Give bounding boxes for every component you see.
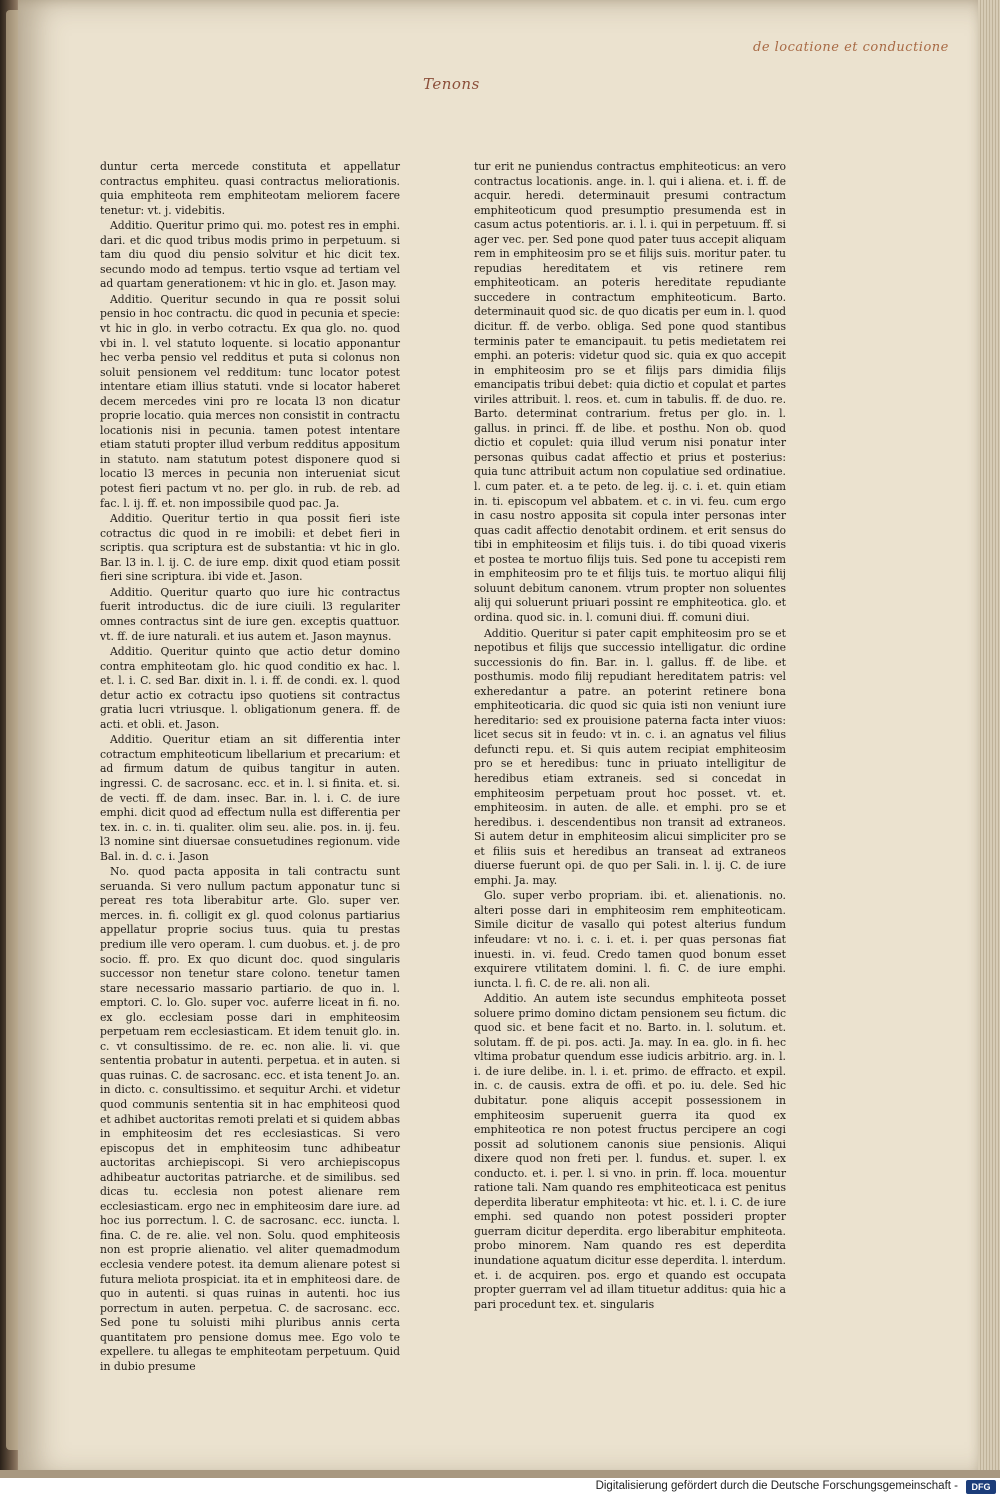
marginal-note-top: Tenons xyxy=(423,75,480,93)
paragraph: Glo. super verbo propriam. ibi. et. alienationis. no. alteri posse dari in emphiteosim rem emphiteoticam. Simile dicitur de vasallo qui potest alterius fundum infeudare: vt no. i. c. i. et. i. per quas personas fiat inuesti. in. vi. feud. Credo tamen quod bonum esset exquirere vtilitatem domini. l. fi. C. de iure emphi. iuncta. l. fi. C. de re. ali. non ali. xyxy=(474,889,786,990)
marginal-note-corner: de locatione et conductione xyxy=(753,40,949,55)
digitization-footer xyxy=(0,1478,1000,1497)
paragraph: Additio. Queritur si pater capit emphiteosim pro se et nepotibus et filijs que successio intelligatur. dic ordine successionis do fin. Bar. in. l. gallus. ff. de libe. et posthumis. modo filij repudiant hereditatem patris: vel exheredantur a patre. an poterint retinere bona emphiteoticaria. dic quod sic quia isti non veniunt iure hereditario: sed ex prouisione paterna facta inter viuos: licet secus sit in feudo: vt in. c. i. an agnatus vel filius defuncti repu. et. Si quis autem recipiat emphiteosim pro se et heredibus: tunc in priuato intelligitur de heredibus etiam extraneis. sed si concedat in emphiteosim perpetuam prout hoc posset. vt. et. emphiteosim. in auten. de alle. et emphi. pro se et heredibus. i. descendentibus non transit ad extraneos. Si autem detur in emphiteosim alicui simpliciter pro se et filiis suis et heredibus an transeat ad extraneos diuerse fuerunt opi. de quo per Sali. in. l. ij. C. de iure emphi. Ja. may. xyxy=(474,626,786,887)
page-fore-edge xyxy=(978,0,1000,1482)
paragraph: Additio. Queritur primo qui. mo. potest res in emphi. dari. et dic quod tribus modis primo in perpetuum. si tam diu quod diu pensio solvitur et hic dicit tex. secundo modo ad tempus. tertio vsque ad tertiam vel ad quartam generationem: vt hic in glo. et. Jason may. xyxy=(100,219,400,291)
left-text-column xyxy=(100,160,400,1375)
book-page xyxy=(18,0,982,1478)
right-text-column xyxy=(474,160,786,1313)
paragraph: Additio. Queritur etiam an sit differentia inter cotractum emphiteoticum libellarium et precarium: et ad firmum datum de quibus tangitur in auten. ingressi. C. de sacrosanc. ecc. et in. l. si finita. et. si. de vecti. ff. de dam. insec. Bar. in. l. i. C. de iure emphi. dicit quod ad effectum nulla est differentia per tex. in. c. in. ti. qualiter. olim seu. alie. pos. in. ij. feu. l3 nomine sint diuersae consuetudines regionum. vide Bal. in. d. c. i. Jason xyxy=(100,733,400,863)
paragraph: Additio. Queritur quinto que actio detur domino contra emphiteotam glo. hic quod conditio ex hac. l. et. l. i. C. sed Bar. dixit in. l. i. ff. de condi. ex. l. quod detur actio ex cotractu ipso quotiens sit contractus gratia lucri vtriusque. l. obligationum genera. ff. de acti. et obli. et. Jason. xyxy=(100,645,400,731)
funding-notice: Digitalisierung gefördert durch die Deutsche Forschungsgemeinschaft - xyxy=(595,1480,958,1492)
dfg-logo: DFG xyxy=(966,1480,996,1494)
paragraph: Additio. Queritur tertio in qua possit fieri iste cotractus dic quod in re imobili: et debet fieri in scriptis. qua scriptura est de substantia: vt hic in glo. Bar. l3 in. l. ij. C. de iure emp. dixit quod etiam possit fieri sine scriptura. ibi vide et. Jason. xyxy=(100,512,400,584)
paragraph: Additio. An autem iste secundus emphiteota posset soluere primo domino dictam pensionem seu fictum. dic quod sic. et bene facit et no. Barto. in. l. solutum. et. solutam. ff. de pi. pos. acti. Ja. may. In ea. glo. in fi. hec vltima probatur quendum esse iudicis arbitrio. arg. in. l. i. de iure delibe. in. l. i. et. primo. de effracto. et expil. in. c. de causis. extra de offi. et po. iu. dele. Sed hic dubitatur. pone aliquis accepit possessionem in emphiteosim superuenit guerra ita quod ex emphiteotica re non potest fructus percipere an cogi possit ad solutionem canonis siue pensionis. Aliqui dixere quod non freti per. l. fundus. et. super. l. ex conducto. et. i. per. l. si vno. in prin. ff. loca. mouentur ratione tali. Nam quando res emphiteoticaca est penitus deperdita liberatur emphiteota: vt hic. et. l. i. C. de iure emphi. sed quando non potest possideri propter guerram dicitur deperdita. ergo liberabitur emphiteota. probo minorem. Nam quando res est deperdita inundatione aquatum dicitur esse deperdita. l. interdum. et. i. de acquiren. pos. ergo et quando est occupata propter guerram vel ad illam tituetur additus: quia hic a pari procedunt tex. et. singularis xyxy=(474,992,786,1311)
paragraph: tur erit ne puniendus contractus emphiteoticus: an vero contractus locationis. ange. in. l. qui i aliena. et. i. ff. de acquir. heredi. determinauit presumi contractum emphiteoticum quod presumptio presumenda est in casum actus potentioris. ar. i. l. i. qui in perpetuum. ff. si ager vec. per. Sed pone quod pater tuus accepit aliquam rem in emphiteosim pro se et filijs suis. moritur pater. tu repudias hereditatem et vis retinere rem emphiteoticam. an poteris hereditate repudiante succedere in contractum emphiteoticum. Barto. determinauit quod sic. de quo dicatis per eum in. l. quod dicitur. ff. de verbo. obliga. Sed pone quod stantibus terminis pater te emancipauit. tu petis medietatem rei emphi. an poteris: videtur quod sic. quia ex quo accepit in emphiteosim pro se et filijs pars dimidia filijs emancipatis tribui debet: quia dictio et copulat et partes viriles attribuit. l. reos. et. cum in tabulis. ff. de duo. re. Barto. determinat contrarium. fretus per glo. in. l. gallus. in princi. ff. de libe. et posthu. Non ob. quod dictio et copulet: quia illud verum nisi ponatur inter personas quibus cadat affectio et prius et posterius: quia tunc attribuit actum non copulatiue sed ordinatiue. l. cum pater. et. a te peto. de leg. ij. c. i. et. quin etiam in. ti. episcopum vel abbatem. et c. in vi. feu. cum ergo in casu nostro apposita sit copula inter personas inter quas cadit affectio denotabit ordinem. et erit sensus do tibi in emphiteosim et filijs tuis. i. do tibi quoad vixeris et postea te mortuo filijs tuis. Sed pone tu accepisti rem in emphiteosim pro te et filijs tuis. te mortuo aliqui filij soluunt debitum canonem. vtrum propter non soluentes alij qui soluerunt priuari possint re emphiteotica. glo. et ordina. quod sic. in. l. comuni diui. ff. comuni diui. xyxy=(474,160,786,624)
paragraph: No. quod pacta apposita in tali contractu sunt seruanda. Si vero nullum pactum apponatur tunc si pereat res tota liberabitur arte. Glo. super ver. merces. in. fi. colligit ex gl. quod colonus partiarius appellatur proprie socius tuus. quia tu prestas predium ille vero operam. l. cum duobus. et. j. de pro socio. ff. pro. Ex quo dicunt doc. quod singularis successor non tenetur stare colono. tenetur tamen stare necessario massario partiario. de quo in. l. emptori. C. lo. Glo. super voc. auferre liceat in fi. no. ex glo. ecclesiam posse dari in emphiteosim perpetuam rem ecclesiasticam. Et idem tenuit glo. in. c. vt consultissimo. de re. ec. non alie. li. vi. que sententia probatur in autenti. perpetua. et in auten. si quas ruinas. C. de sacrosanc. ecc. et ista tenent Jo. an. in dicto. c. consultissimo. et sequitur Archi. et videtur quod communis sententia sit in hac emphiteosi quod et adhibet auctoritas remoti prelati et si quidem abbas in emphiteosim det res ecclesiasticas. Si vero episcopus det in emphiteosim tunc adhibeatur auctoritas archiepiscopi. Si vero archiepiscopus adhibeatur auctoritas patriarche. et de similibus. sed dicas tu. ecclesia non potest alienare rem ecclesiasticam. ergo nec in emphiteosim dare iure. ad hoc ius porrectum. l. C. de sacrosanc. ecc. iuncta. l. fina. C. de re. alie. vel non. Solu. quod emphiteosis non est proprie alienatio. vel aliter quemadmodum ecclesia vendere potest. ita demum alienare potest si futura meliota prospiciat. ita et in emphiteosi dare. de quo in autenti. si quas ruinas in autenti. hoc ius porrectum in auten. perpetua. C. de sacrosanc. ecc. Sed pone tu soluisti mihi pluribus annis certa quantitatem pro pensione domus mee. Ego volo te expellere. tu allegas te emphiteotam perpetuum. Quid in dubio presume xyxy=(100,865,400,1373)
paragraph: Additio. Queritur secundo in qua re possit solui pensio in hoc contractu. dic quod in pecunia et specie: vt hic in glo. in verbo cotractu. Ex qua glo. no. quod vbi in. l. vel statuto loquente. si locatio apponantur hec verba pensio vel redditus et puta si colonus non soluit pensionem vel redditum: tunc locator potest intentare etiam illius statuti. vnde si locator haberet decem mercedes vini pro re locata l3 non dicatur proprie locatio. quia merces non consistit in contractu locationis nisi in pecunia. tamen potest intentare etiam statuti propter illud verbum redditus appositum in statuto. nam statutum potest disponere quod si locatio l3 merces in pecunia non interueniat sicut potest fieri pactum vt no. per glo. in rub. de reb. ad fac. l. ij. ff. et. non impossibile quod pac. Ja. xyxy=(100,292,400,510)
paragraph: Additio. Queritur quarto quo iure hic contractus fuerit introductus. dic de iure ciuili. l3 regulariter omnes contractus sint de iure gen. exceptis quattuor. vt. ff. de iure naturali. et ius autem et. Jason maynus. xyxy=(100,585,400,643)
paragraph: duntur certa mercede constituta et appellatur contractus emphiteu. quasi contractus meliorationis. quia emphiteota rem emphiteotam meliorem facere tenetur: vt. j. videbitis. xyxy=(100,160,400,217)
